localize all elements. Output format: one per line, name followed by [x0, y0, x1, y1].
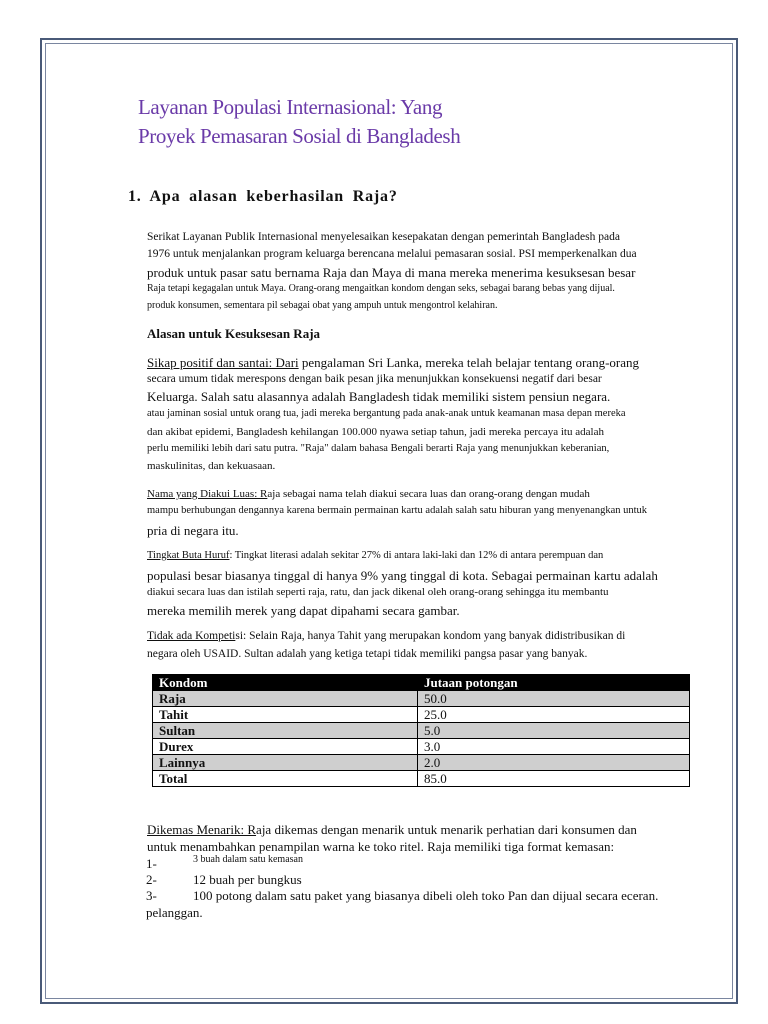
tingkat-line-4: mereka memilih merek yang dapat dipahami secara gambar.: [147, 603, 460, 618]
sikap-line-4: atau jaminan sosial untuk orang tua, jadi mereka bergantung pada anak-anak untuk keamanan masa depan mereka: [147, 408, 626, 419]
intro-line-2: 1976 untuk menjalankan program keluarga berencana melalui pemasaran sosial. PSI memperkenalkan dua: [147, 248, 637, 260]
list-item-number: 1-: [146, 856, 157, 871]
list-item-number: 3-: [146, 888, 157, 903]
row-value: 2.0: [418, 755, 690, 771]
list-item-text: 12 buah per bungkus: [193, 872, 302, 887]
section-subheading: Alasan untuk Kesuksesan Raja: [147, 326, 321, 341]
table-row: [153, 707, 690, 723]
row-value: 3.0: [418, 739, 690, 755]
table-row: [153, 691, 690, 707]
column-header-kondom: Kondom: [153, 675, 418, 691]
sikap-label: Sikap positif dan santai: Dari: [147, 355, 299, 370]
dikemas-line-1: Dikemas Menarik: Raja dikemas dengan menarik untuk menarik perhatian dari konsumen dan: [147, 822, 637, 837]
row-name: Raja: [153, 691, 418, 707]
sikap-line-1: Sikap positif dan santai: Dari pengalaman Sri Lanka, mereka telah belajar tentang orang-orang: [147, 355, 640, 370]
list-item-number: 2-: [146, 872, 157, 887]
row-name: Durex: [153, 739, 418, 755]
tidak-line-1: Tidak ada Kompetisi: Selain Raja, hanya Tahit yang merupakan kondom yang banyak didistribusikan di: [147, 630, 626, 642]
tidak-line-2: negara oleh USAID. Sultan adalah yang ketiga tetapi tidak memiliki pangsa pasar yang banyak.: [147, 648, 588, 660]
tingkat-line-3: diakui secara luas dan istilah seperti raja, ratu, dan jack dikenal oleh orang-orang sehingga itu membantu: [147, 586, 609, 598]
intro-line-5: produk konsumen, sementara pil sebagai obat yang ampuh untuk mengontrol kelahiran.: [147, 300, 498, 311]
nama-line-1: Nama yang Diakui Luas: Raja sebagai nama telah diakui secara luas dan orang-orang dengan mudah: [147, 488, 590, 500]
tingkat-label: Tingkat Buta Huruf: [147, 550, 230, 561]
row-value: 5.0: [418, 723, 690, 739]
table-row: [153, 771, 690, 787]
sikap-line-6: perlu memiliki lebih dari satu putra. "Raja" dalam bahasa Bengali berarti Raja yang menunjukkan keberanian,: [147, 443, 610, 454]
document-title-line-2: Proyek Pemasaran Sosial di Bangladesh: [138, 124, 461, 148]
dikemas-line-2: untuk menambahkan penampilan warna ke toko ritel. Raja memiliki tiga format kemasan:: [147, 839, 615, 854]
sikap-line-3: Keluarga. Salah satu alasannya adalah Bangladesh tidak memiliki sistem pensiun negara.: [147, 389, 611, 404]
tingkat-line-1: Tingkat Buta Huruf: Tingkat literasi adalah sekitar 27% di antara laki-laki dan 12% di antara perempuan dan: [147, 550, 604, 561]
row-value: 25.0: [418, 707, 690, 723]
row-name: Lainnya: [153, 755, 418, 771]
row-value: 85.0: [418, 771, 690, 787]
dikemas-label: Dikemas Menarik: R: [147, 822, 257, 837]
document-title-line-1: Layanan Populasi Internasional: Yang: [138, 95, 443, 119]
list-item-text: 100 potong dalam satu paket yang biasanya dibeli oleh toko Pan dan dijual secara eceran.: [193, 888, 659, 903]
tidak-label: Tidak ada Kompeti: [147, 630, 236, 642]
nama-line-2: mampu berhubungan dengannya karena bermain permainan kartu adalah salah satu hiburan yang menyenangkan untuk: [147, 505, 648, 516]
nama-line-3: pria di negara itu.: [147, 523, 239, 538]
row-name: Sultan: [153, 723, 418, 739]
nama-label: Nama yang Diakui Luas: R: [147, 488, 268, 500]
intro-line-4: Raja tetapi kegagalan untuk Maya. Orang-orang mengaitkan kondom dengan seks, sebagai barang bebas yang dijual.: [147, 283, 615, 294]
question-heading: 1. Apa alasan keberhasilan Raja?: [128, 188, 398, 205]
table-row: [153, 755, 690, 771]
table-header-row: [153, 675, 690, 691]
sikap-line-2: secara umum tidak merespons dengan baik pesan jika menunjukkan konsekuensi negatif dari besar: [147, 373, 602, 385]
table-row: [153, 723, 690, 739]
table-row: [153, 739, 690, 755]
tingkat-line-2: populasi besar biasanya tinggal di hanya 9% yang tinggal di kota. Sebagai permainan kartu adalah: [147, 568, 658, 583]
intro-line-3: produk untuk pasar satu bernama Raja dan Maya di mana mereka menerima kesuksesan besar: [147, 265, 636, 280]
column-header-jutaan: Jutaan potongan: [418, 675, 690, 691]
row-name: Tahit: [153, 707, 418, 723]
list-item-text: 3 buah dalam satu kemasan: [193, 854, 303, 865]
row-name: Total: [153, 771, 418, 787]
sikap-line-5: dan akibat epidemi, Bangladesh kehilangan 100.000 nyawa setiap tahun, jadi mereka percaya itu adalah: [147, 426, 604, 438]
closing-text: pelanggan.: [146, 905, 203, 920]
intro-line-1: Serikat Layanan Publik Internasional menyelesaikan kesepakatan dengan pemerintah Bangladesh pada: [147, 231, 620, 243]
row-value: 50.0: [418, 691, 690, 707]
sikap-line-7: maskulinitas, dan kekuasaan.: [147, 460, 276, 472]
kondom-table: [152, 674, 690, 787]
